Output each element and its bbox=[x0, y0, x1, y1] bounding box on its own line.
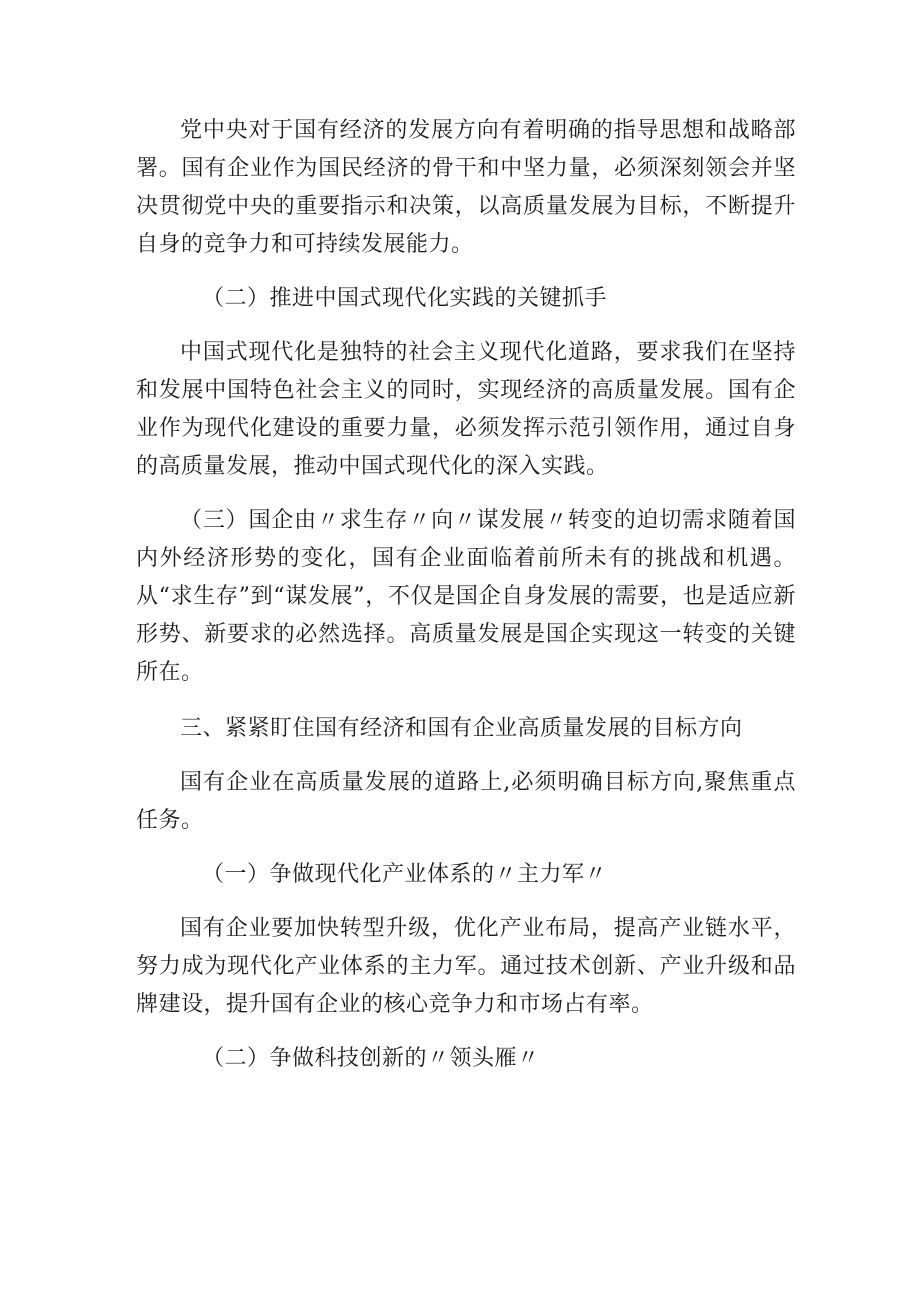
section-heading: （一）争做现代化产业体系的〃主力军〃 bbox=[202, 862, 608, 887]
paragraph: 中国式现代化是独特的社会主义现代化道路，要求我们在坚持和发展中国特色社会主义的同时，实现经济的高质量发展。国有企业作为现代化建设的重要力量，必须发挥示范引领作用，通过自身的高质量发展，推动中国式现代化的深入实践。 bbox=[136, 340, 796, 479]
document-body bbox=[136, 112, 796, 1078]
section-heading: （二）推进中国式现代化实践的关键抓手 bbox=[202, 286, 608, 311]
paragraph: （三）国企由〃求生存〃向〃谋发展〃转变的迫切需求随着国内外经济形势的变化，国有企业面临着前所未有的挑战和机遇。从“求生存”到“谋发展”，不仅是国企自身发展的需要，也是适应新形势、新要求的必然选择。高质量发展是国企实现这一转变的关键所在。 bbox=[136, 508, 796, 685]
paragraph: 国有企业要加快转型升级，优化产业布局，提高产业链水平，努力成为现代化产业体系的主力军。通过技术创新、产业升级和品牌建设，提升国有企业的核心竞争力和市场占有率。 bbox=[136, 916, 796, 1017]
chapter-heading: 三、紧紧盯住国有经济和国有企业高质量发展的目标方向 bbox=[180, 716, 743, 741]
section-heading: （二）争做科技创新的〃领头雁〃 bbox=[202, 1046, 540, 1071]
paragraph: 党中央对于国有经济的发展方向有着明确的指导思想和战略部署。国有企业作为国民经济的骨干和中坚力量，必须深刻领会并坚决贯彻党中央的重要指示和决策，以高质量发展为目标，不断提升自身的竞争力和可持续发展能力。 bbox=[136, 118, 796, 257]
paragraph: 国有企业在高质量发展的道路上,必须明确目标方向,聚焦重点任务。 bbox=[136, 770, 796, 833]
